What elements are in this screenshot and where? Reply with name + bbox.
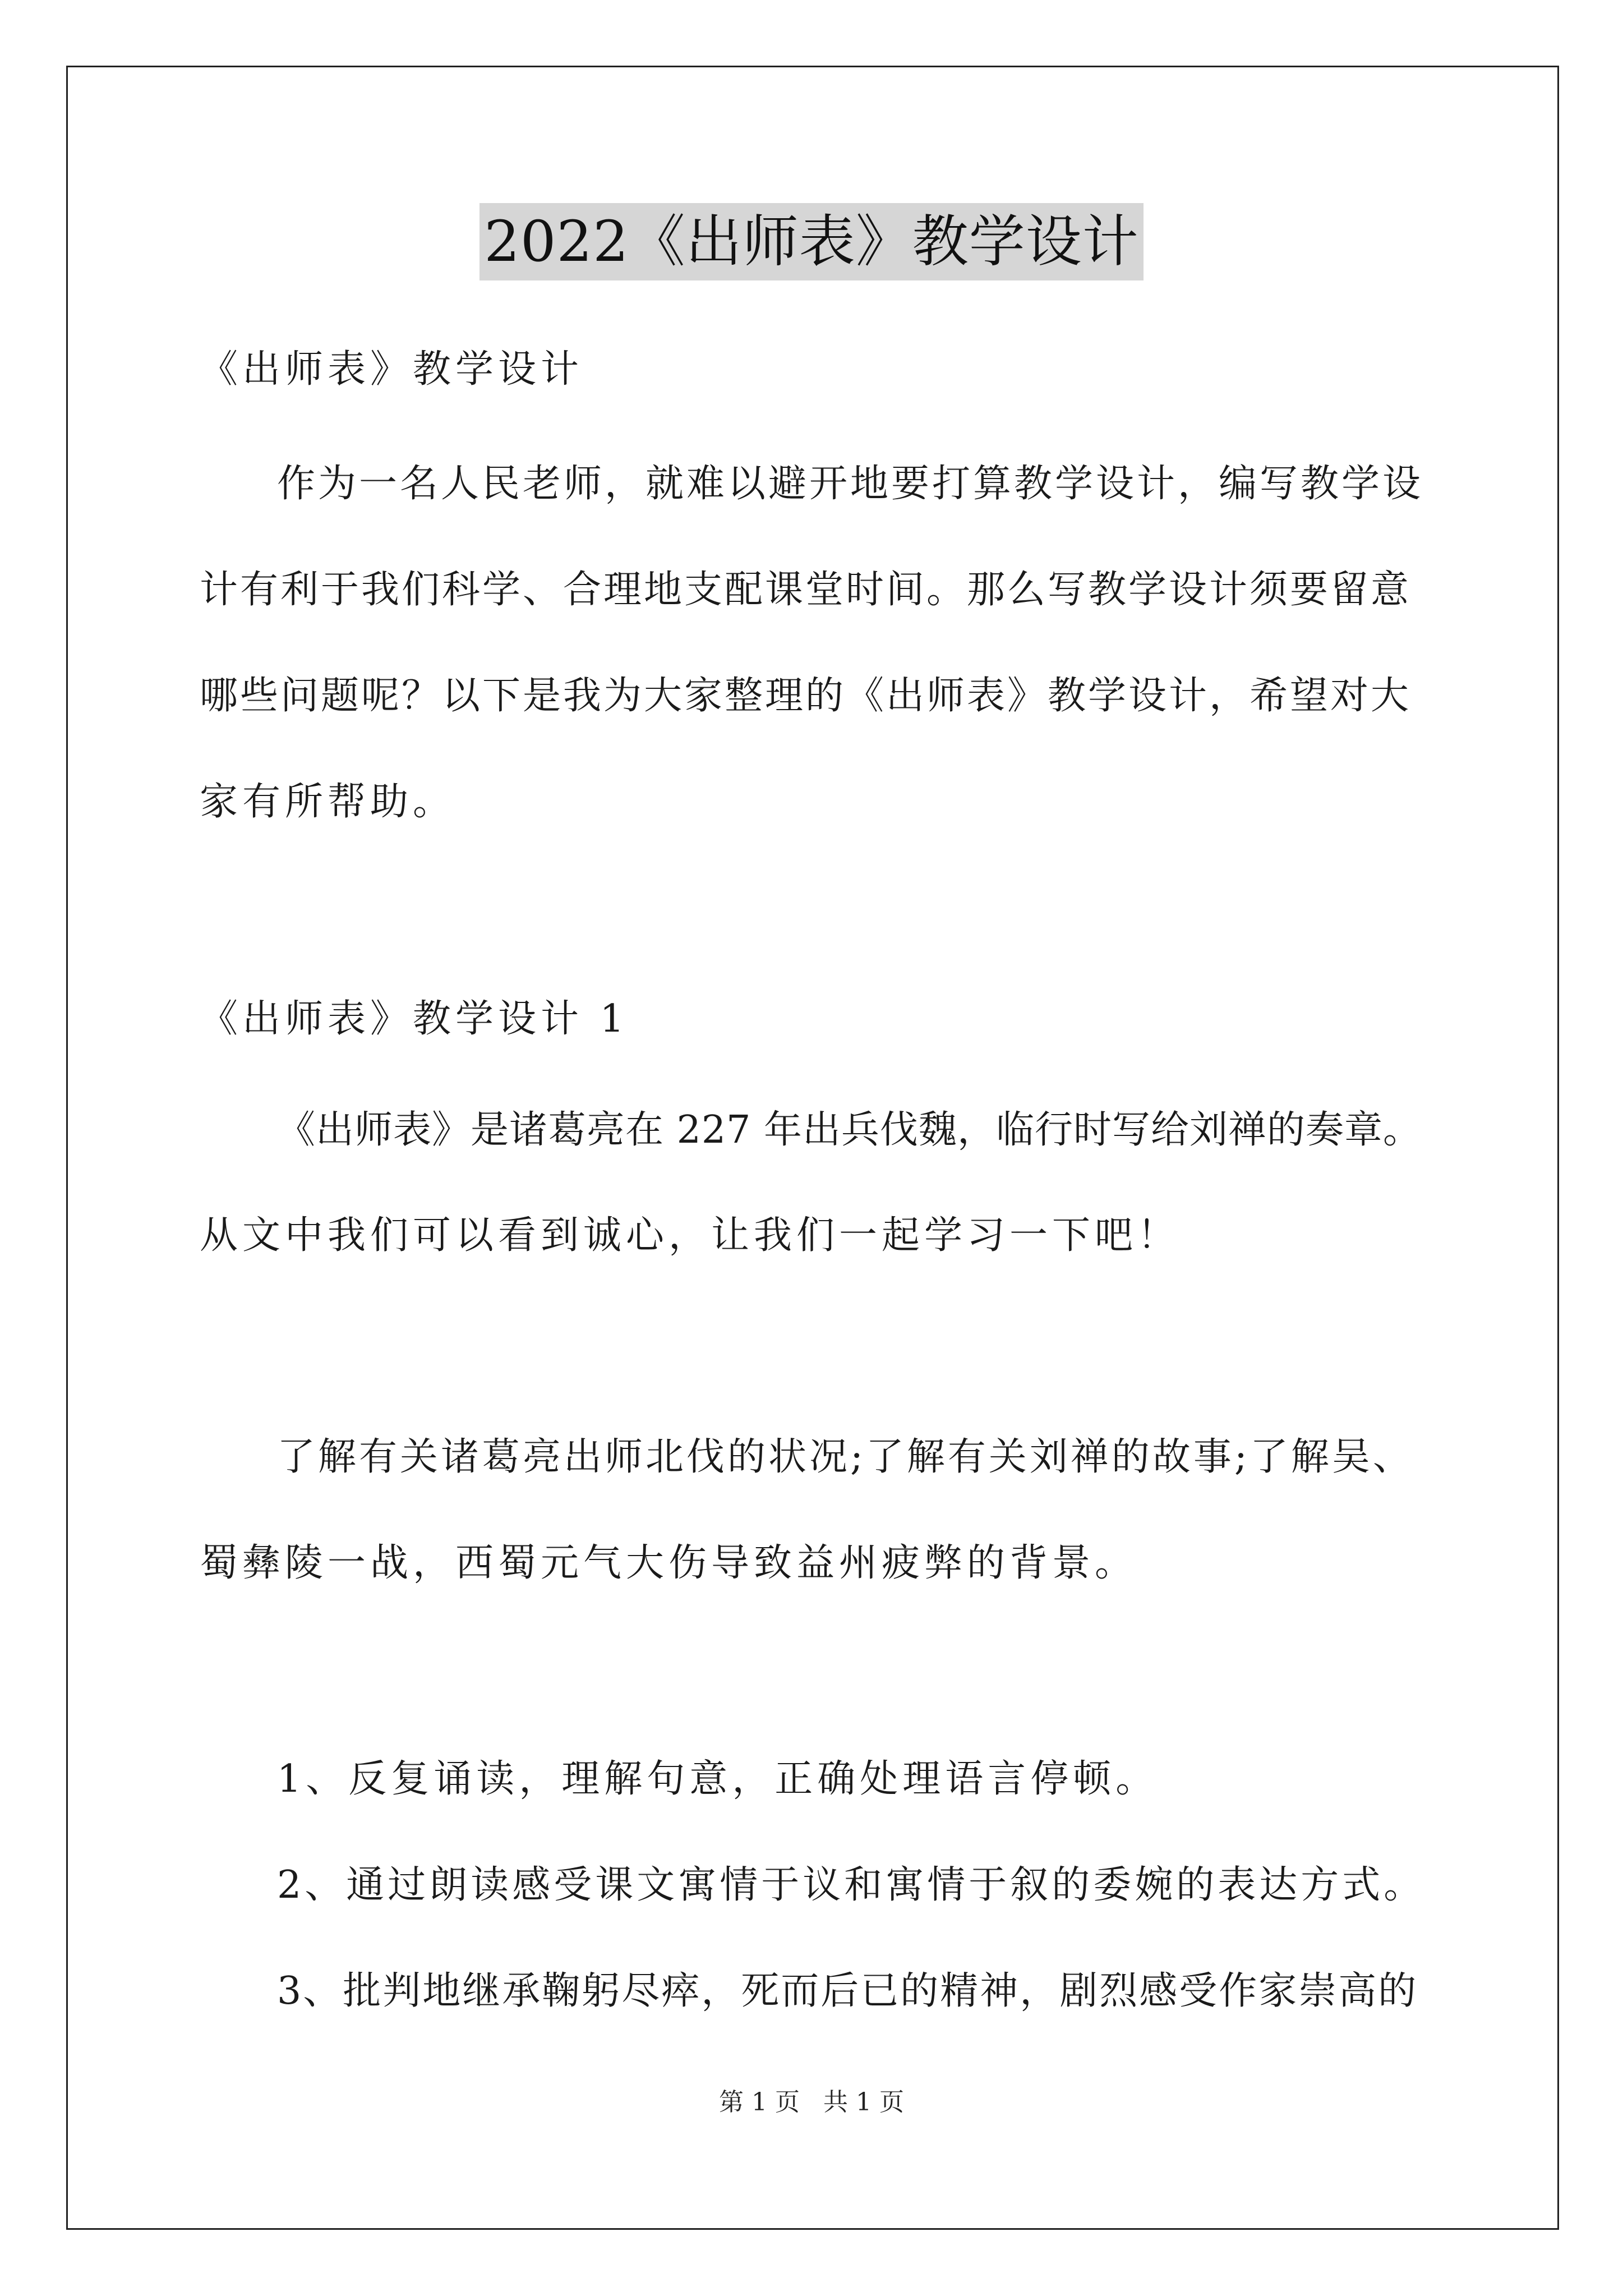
paragraph-line: 从文中我们可以看到诚心，让我们一起学习一下吧！ <box>200 1213 1181 1258</box>
list-item: 2、通过朗读感受课文寓情于议和寓情于叙的委婉的表达方式。 <box>277 1863 1426 1907</box>
document-title: 2022《出师表》教学设计 <box>479 203 1144 280</box>
list-item: 1、反复诵读，理解句意，正确处理语言停顿。 <box>277 1757 1159 1801</box>
paragraph-line: 作为一名人民老师，就难以避开地要打算教学设计，编写教学设 <box>277 462 1424 506</box>
title-area <box>0 203 1623 280</box>
section-heading: 《出师表》教学设计 1 <box>200 997 629 1041</box>
paragraph-line: 蜀彝陵一战，西蜀元气大伤导致益州疲弊的背景。 <box>200 1541 1138 1585</box>
paragraph-line: 《出师表》是诸葛亮在 227 年出兵伐魏，临行时写给刘禅的奏章。 <box>277 1108 1422 1152</box>
paragraph-line: 计有利于我们科学、合理地支配课堂时间。那么写教学设计须要留意 <box>200 568 1412 612</box>
page-footer: 第 1 页 共 1 页 <box>719 2088 904 2116</box>
list-item: 3、批判地继承鞠躬尽瘁，死而后已的精神，剧烈感受作家崇高的 <box>277 1969 1418 2013</box>
section-heading: 《出师表》教学设计 <box>200 347 584 392</box>
paragraph-line: 了解有关诸葛亮出师北伐的状况;了解有关刘禅的故事;了解吴、 <box>277 1435 1414 1479</box>
paragraph-line: 家有所帮助。 <box>200 780 456 824</box>
paragraph-line: 哪些问题呢？以下是我为大家整理的《出师表》教学设计，希望对大 <box>200 674 1412 718</box>
